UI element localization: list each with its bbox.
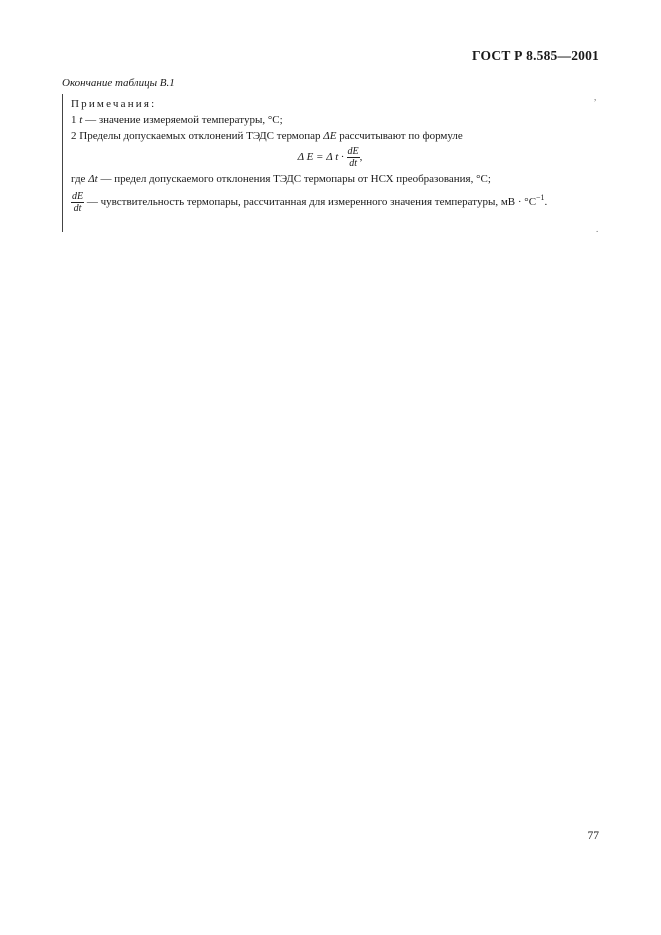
note-sensitivity-line (71, 191, 547, 214)
scan-mark-bottom: . (596, 224, 599, 234)
sens-frac-num: dE (72, 191, 84, 202)
where-text: — предел допускаемого отклонения ТЭДС термопары от НСХ преобразования, °С; (97, 173, 491, 185)
sensitivity-fraction (71, 191, 84, 214)
sens-exp: −1 (536, 193, 545, 203)
note-item-1-num: 1 (71, 114, 77, 126)
scan-mark-top: , (594, 92, 597, 102)
where-lead: где (71, 173, 89, 185)
formula-frac-den: dt (349, 158, 357, 169)
document-header: ГОСТ Р 8.585—2001 (472, 48, 599, 63)
formula (0, 146, 660, 169)
where-var: Δt (88, 173, 98, 185)
note-item-2 (71, 130, 463, 142)
sens-frac-den: dt (73, 203, 82, 214)
notes-heading: Примечания: (71, 98, 157, 110)
note-item-2-tail: рассчитывают по формуле (336, 130, 463, 142)
formula-lhs: Δ E = Δ t · (297, 151, 344, 164)
note-where-line (71, 173, 491, 185)
table-caption: Окончание таблицы В.1 (62, 77, 175, 89)
note-item-2-text: 2 Пределы допускаемых отклонений ТЭДС термопар (71, 130, 324, 142)
note-item-1 (71, 114, 283, 126)
note-item-2-var: ΔE (323, 130, 337, 142)
sens-end: . (544, 196, 548, 209)
formula-frac-num: dE (347, 146, 359, 157)
formula-end: , (359, 151, 363, 164)
note-item-1-var: t (79, 114, 83, 126)
note-item-1-text: — значение измеряемой температуры, °С; (82, 114, 283, 126)
page-number: 77 (587, 830, 599, 842)
formula-fraction (347, 146, 360, 169)
sens-text: — чувствительность термопары, рассчитанная для измеренного значения температуры, мВ · °С (84, 196, 537, 209)
